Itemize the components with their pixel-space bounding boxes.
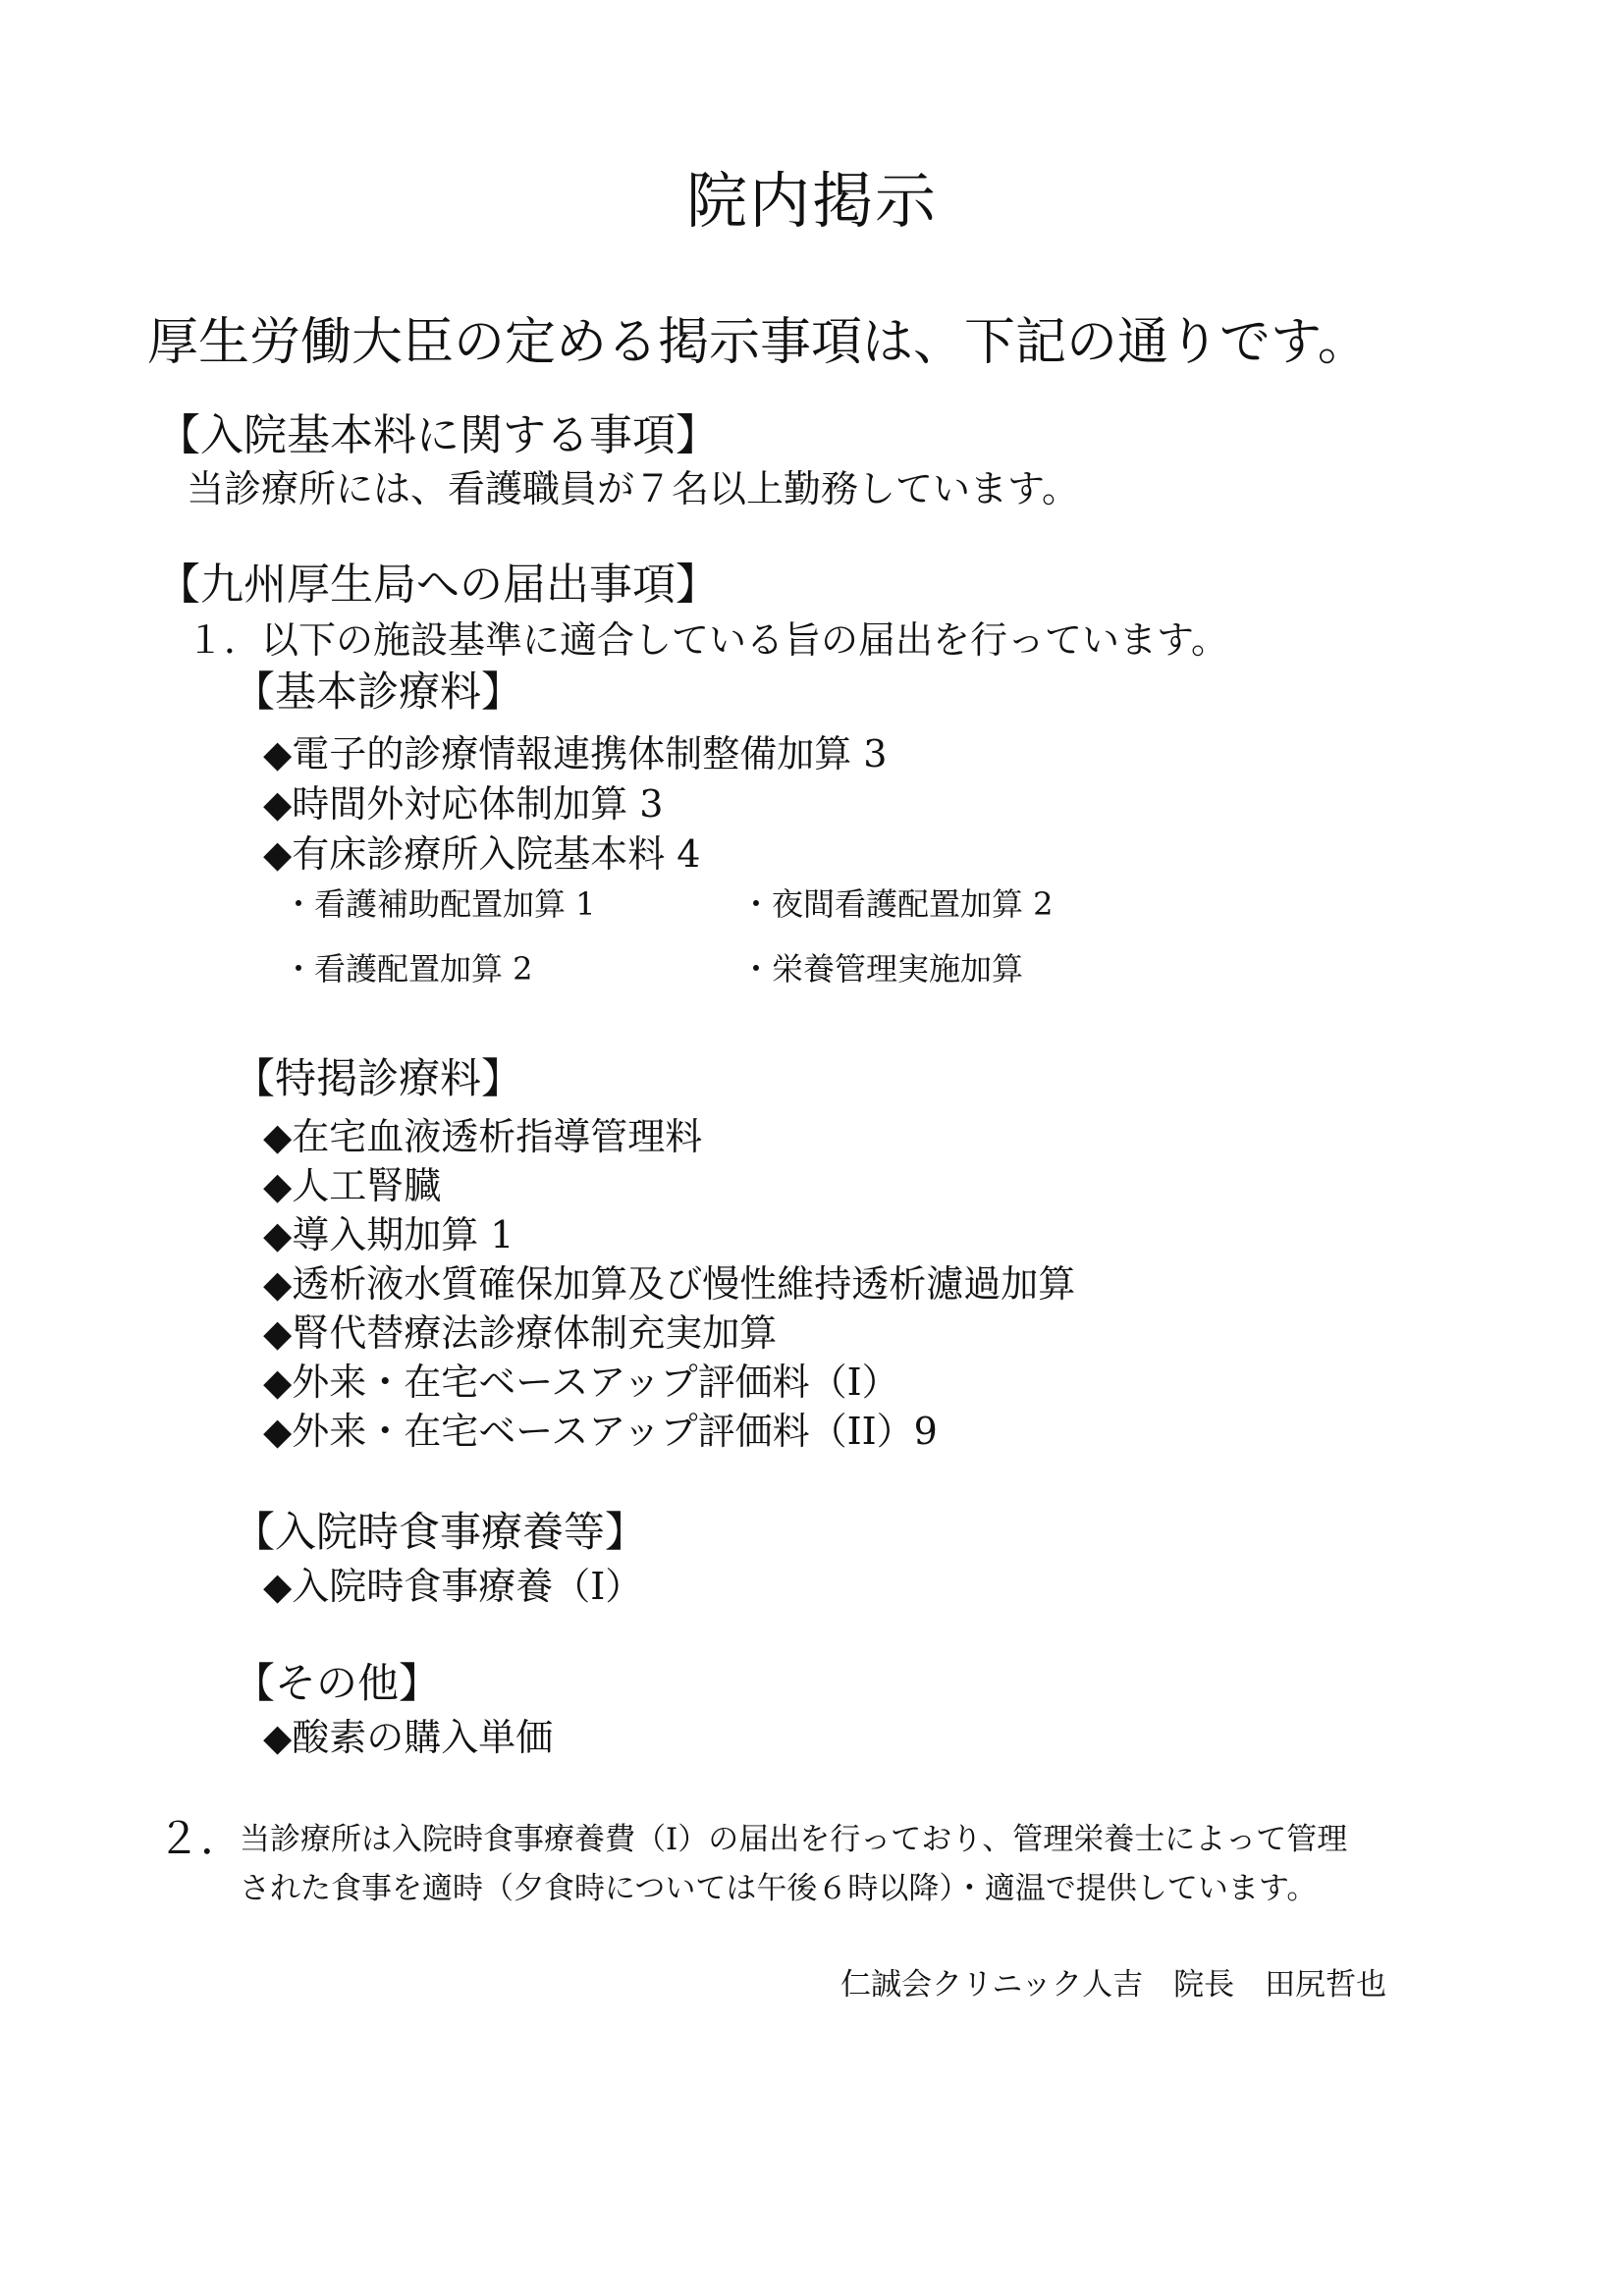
subsection-heading-basic: 【基本診療料】 [234,667,523,716]
sub-list-item: ・看護配置加算 2 [283,950,533,988]
sub-list-item: ・夜間看護配置加算 2 [740,885,1054,923]
list-item: ◆人工腎臓 [263,1164,442,1207]
item-1-text: １．以下の施設基準に適合している旨の届出を行っています。 [187,618,1228,662]
item-2-line-1: 当診療所は入院時食事療養費（Ⅰ）の届出を行っており、管理栄養士によって管理 [240,1822,1348,1857]
list-item: ◆透析液水質確保加算及び慢性維持透析濾過加算 [263,1262,1076,1306]
list-item: ◆電子的診療情報連携体制整備加算 3 [263,732,888,775]
list-item: ◆時間外対応体制加算 3 [263,782,664,826]
item-2-number: ２． [157,1814,244,1864]
list-item: ◆腎代替療法診療体制充実加算 [263,1311,778,1355]
list-item: ◆入院時食事療養（Ⅰ） [263,1565,643,1608]
list-item: ◆外来・在宅ベースアップ評価料（II）9 [263,1410,938,1453]
intro-text: 厚生労働大臣の定める掲示事項は、下記の通りです。 [147,313,1369,372]
list-item: ◆在宅血液透析指導管理料 [263,1115,703,1158]
subsection-heading-other: 【その他】 [234,1659,441,1707]
section-heading-hospitalization-fee: 【入院基本料に関する事項】 [157,410,719,460]
nursing-staff-text: 当診療所には、看護職員が７名以上勤務しています。 [187,467,1079,510]
list-item: ◆導入期加算 1 [263,1213,514,1256]
page-title: 院内掲示 [685,165,938,237]
signature: 仁誠会クリニック人吉 院長 田尻哲也 [840,1967,1387,2002]
sub-list-item: ・栄養管理実施加算 [740,950,1024,988]
list-item: ◆酸素の購入単価 [263,1716,554,1759]
list-item: ◆有床診療所入院基本料 4 [263,832,701,876]
sub-list-item: ・看護補助配置加算 1 [283,885,596,923]
subsection-heading-meal: 【入院時食事療養等】 [234,1508,647,1556]
item-2-line-2: された食事を適時（夕食時については午後６時以降）・適温で提供しています。 [240,1871,1318,1906]
subsection-heading-special: 【特掲診療料】 [234,1054,523,1102]
section-heading-kyushu-bureau: 【九州厚生局への届出事項】 [157,560,719,610]
list-item: ◆外来・在宅ベースアップ評価料（Ⅰ） [263,1361,899,1404]
